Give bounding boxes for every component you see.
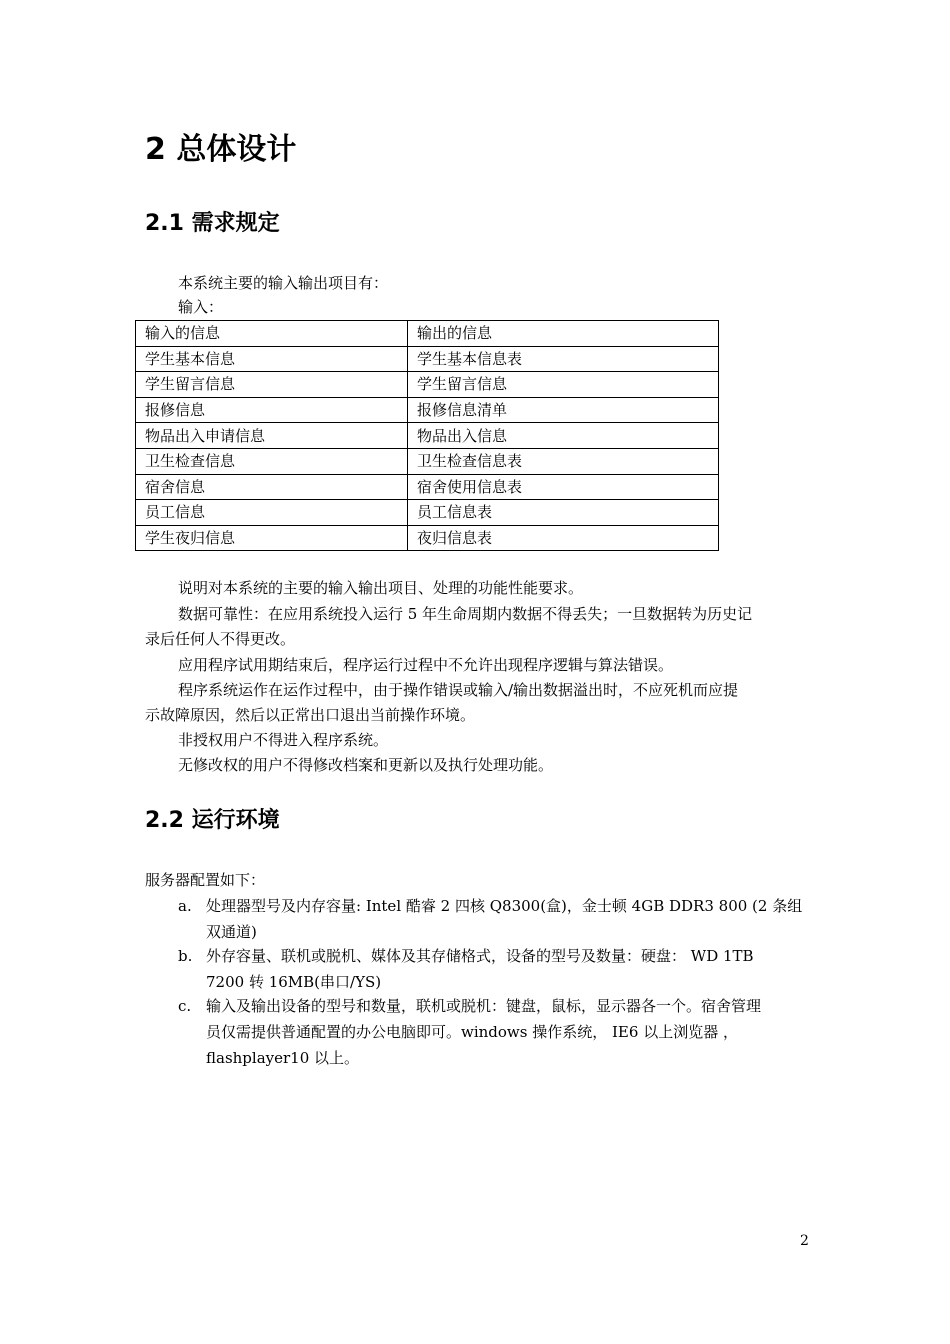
table-cell: 学生留言信息: [408, 372, 719, 398]
list-marker: b.: [178, 947, 193, 965]
paragraph-continued: 示故障原因，然后以正常出口退出当前操作环境。: [145, 706, 476, 724]
page-number: 2: [800, 1233, 809, 1249]
paragraph-continued: 录后任何人不得更改。: [145, 630, 296, 648]
table-cell: 学生夜归信息: [136, 525, 408, 551]
table-cell: 宿舍使用信息表: [408, 474, 719, 500]
table-cell: 卫生检查信息表: [408, 448, 719, 474]
list-item-text: 处理器型号及内存容量: Intel 酷睿 2 四核 Q8300(盒)，金士顿 4GB DDR3 800 (2 条组: [206, 897, 803, 915]
table-row: [136, 397, 719, 423]
table-row: [136, 448, 719, 474]
table-row: [136, 372, 719, 398]
io-table: [135, 320, 719, 551]
list-marker: c.: [178, 997, 192, 1015]
table-cell: 输入的信息: [136, 321, 408, 347]
table-row: [136, 423, 719, 449]
paragraph: 程序系统运作在运作过程中，由于操作错误或输入/输出数据溢出时，不应死机而应提: [178, 681, 739, 699]
table-cell: 夜归信息表: [408, 525, 719, 551]
environment-intro: 服务器配置如下：: [145, 871, 266, 889]
table-cell: 卫生检查信息: [136, 448, 408, 474]
requirements-intro: 本系统主要的输入输出项目有：: [178, 274, 389, 292]
table-cell: 学生基本信息: [136, 346, 408, 372]
table-row: [136, 525, 719, 551]
table-cell: 宿舍信息: [136, 474, 408, 500]
table-cell: 输出的信息: [408, 321, 719, 347]
table-row: [136, 321, 719, 347]
input-label: 输入：: [178, 298, 224, 316]
table-cell: 学生基本信息表: [408, 346, 719, 372]
table-row: [136, 500, 719, 526]
list-item-text: flashplayer10 以上。: [206, 1049, 360, 1067]
list-item-text: 7200 转 16MB(串口/YS): [206, 973, 382, 991]
paragraph: 应用程序试用期结束后，程序运行过程中不允许出现程序逻辑与算法错误。: [178, 656, 674, 674]
section-heading-requirements: 2.1 需求规定: [145, 211, 280, 236]
table-cell: 报修信息清单: [408, 397, 719, 423]
paragraph: 非授权用户不得进入程序系统。: [178, 731, 389, 749]
table-cell: 员工信息表: [408, 500, 719, 526]
list-marker: a.: [178, 897, 192, 915]
list-item-text: 双通道): [206, 923, 257, 941]
table-row: [136, 346, 719, 372]
list-item-text: 员仅需提供普通配置的办公电脑即可。windows 操作系统， IE6 以上浏览器 ，: [206, 1023, 738, 1041]
table-row: [136, 474, 719, 500]
table-cell: 物品出入信息: [408, 423, 719, 449]
table-cell: 物品出入申请信息: [136, 423, 408, 449]
section-heading-environment: 2.2 运行环境: [145, 808, 280, 833]
table-cell: 学生留言信息: [136, 372, 408, 398]
paragraph: 说明对本系统的主要的输入输出项目、处理的功能性能要求。: [178, 579, 584, 597]
chapter-heading: 2 总体设计: [145, 132, 297, 167]
paragraph: 数据可靠性：在应用系统投入运行 5 年生命周期内数据不得丢失；一旦数据转为历史记: [178, 605, 753, 623]
table-cell: 报修信息: [136, 397, 408, 423]
list-item-text: 外存容量、联机或脱机、媒体及其存储格式，设备的型号及数量：硬盘： WD 1TB: [206, 947, 754, 965]
paragraph: 无修改权的用户不得修改档案和更新以及执行处理功能。: [178, 756, 554, 774]
table-cell: 员工信息: [136, 500, 408, 526]
list-item-text: 输入及输出设备的型号和数量，联机或脱机：键盘，鼠标，显示器各一个。宿舍管理: [206, 997, 762, 1015]
